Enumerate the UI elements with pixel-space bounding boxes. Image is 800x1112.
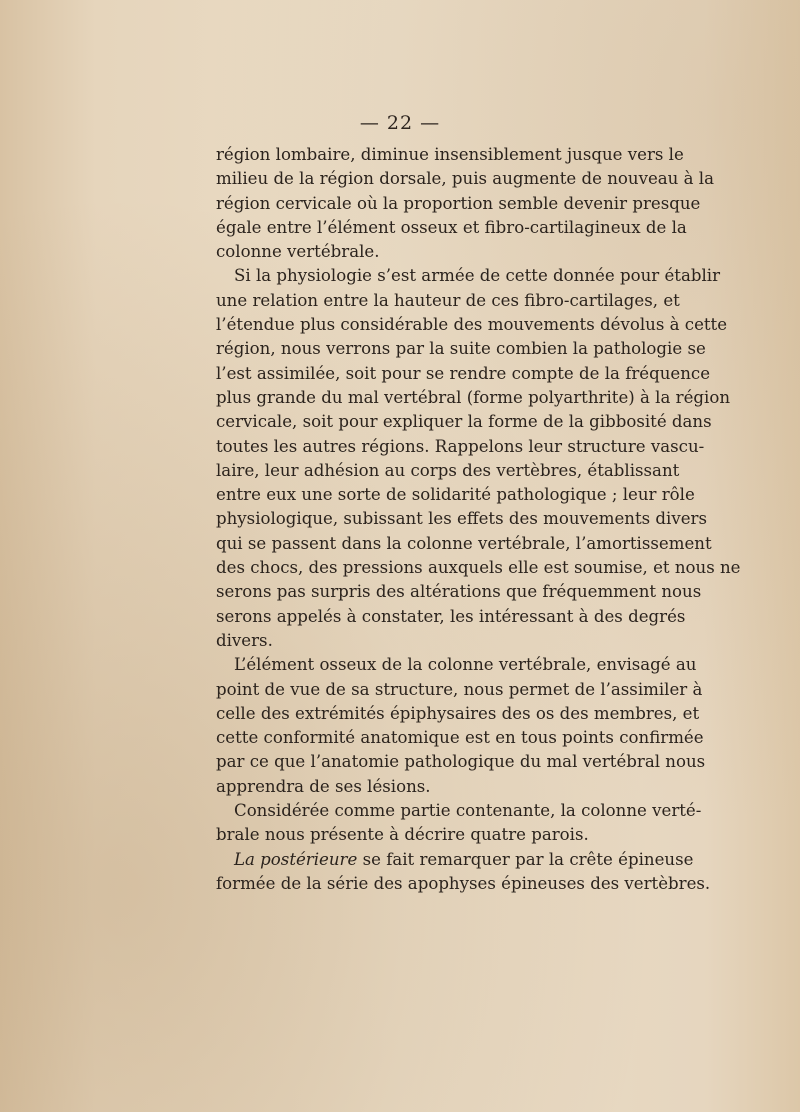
text-line: qui se passent dans la colonne vertébrale, l’amortissement [216,533,712,553]
text-line: Considérée comme partie contenante, la colonne verté- [234,801,702,821]
text-line: région cervicale où la proportion semble devenir presque [216,193,701,213]
text-line: région lombaire, diminue insensiblement jusque vers le [216,145,684,164]
text-line: divers. [216,630,273,650]
text-line: serons appelés à constater, les intéressant à des degrés [216,606,686,626]
body-text [216,143,741,896]
text-line: l’étendue plus considérable des mouvements dévolus à cette [216,315,728,335]
text-line: formée de la série des apophyses épineuses des vertèbres. [216,873,711,893]
text-line: L’élément osseux de la colonne vertébrale, envisagé au [234,655,697,675]
text-line: serons pas surpris des altérations que fréquemment nous [216,582,702,602]
text-fragment: se fait remarquer par la crête épineuse [357,849,694,869]
text-line: colonne vertébrale. [216,242,380,262]
text-line [216,848,694,872]
italic-term: La postérieure [234,849,358,869]
text-line: physiologique, subissant les effets des mouvements divers [216,509,708,529]
text-line: laire, leur adhésion au corps des vertèbres, établissant [216,460,680,480]
paragraph [216,264,741,653]
paragraph [216,653,706,799]
paragraph [216,848,711,897]
text-line: Si la physiologie s’est armée de cette donnée pour établir [234,266,721,286]
text-line: des chocs, des pressions auxquels elle est soumise, et nous ne [216,558,741,578]
text-line: point de vue de sa structure, nous permet de l’assimiler à [216,679,703,699]
text-line: égale entre l’élément osseux et fibro-cartilagineux de la [216,217,687,237]
text-line: région, nous verrons par la suite combien la pathologie se [216,339,706,359]
text-line: milieu de la région dorsale, puis augmente de nouveau à la [216,169,715,189]
text-line: entre eux une sorte de solidarité pathologique ; leur rôle [216,485,695,505]
paragraph [216,799,702,848]
text-line: celle des extrémités épiphysaires des os des membres, et [216,703,700,723]
text-line: apprendra de ses lésions. [216,776,431,796]
text-line: par ce que l’anatomie pathologique du mal vertébral nous [216,752,706,772]
paragraph [216,143,715,264]
page-number: — 22 — [359,112,441,134]
text-line: brale nous présente à décrire quatre parois. [216,825,589,845]
text-line: cette conformité anatomique est en tous points confirmée [216,728,704,748]
text-line: cervicale, soit pour expliquer la forme de la gibbosité dans [216,412,712,432]
text-line: toutes les autres régions. Rappelons leur structure vascu- [216,436,705,456]
text-line: une relation entre la hauteur de ces fibro-cartilages, et [216,290,680,310]
text-line: l’est assimilée, soit pour se rendre compte de la fréquence [216,363,711,383]
text-line: plus grande du mal vertébral (forme polyarthrite) à la région [216,387,731,407]
